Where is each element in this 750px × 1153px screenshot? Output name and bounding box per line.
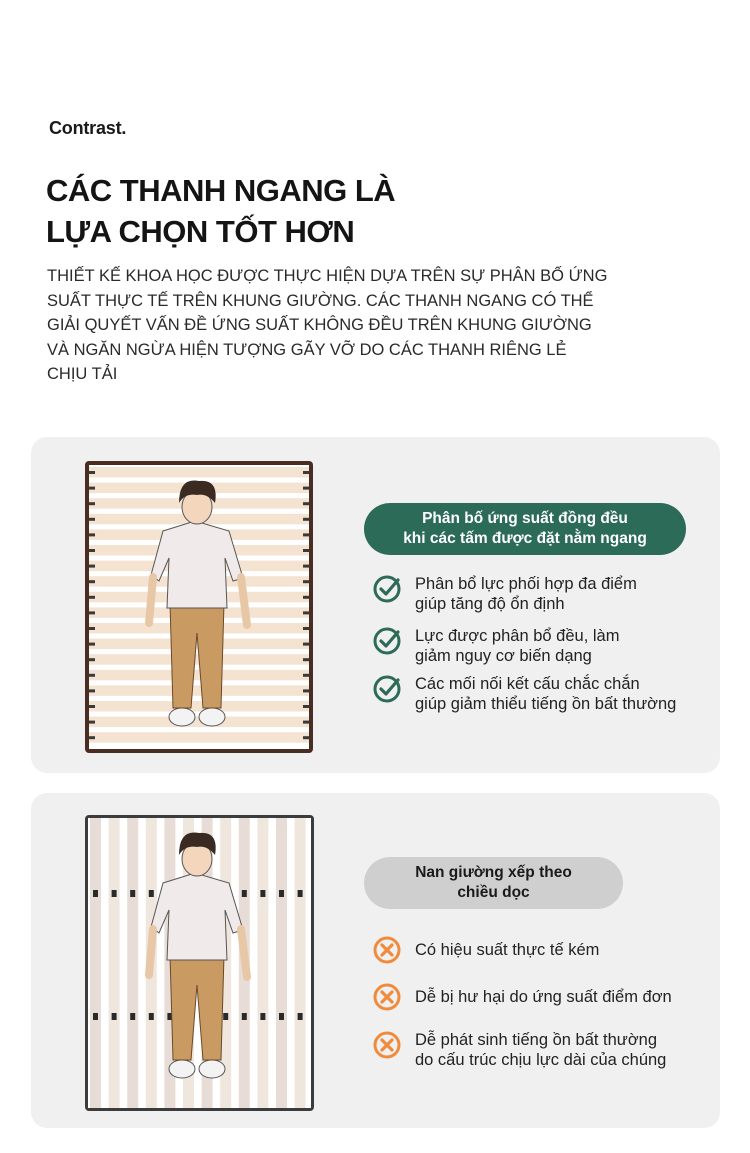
bad-item [372, 1030, 666, 1070]
slat-clip [303, 721, 309, 724]
slat-clip [89, 533, 95, 536]
horizontal-slats-card [31, 437, 720, 773]
slat-clip [242, 1013, 247, 1020]
slat-clip [303, 549, 309, 552]
title-line-2: LỰA CHỌN TỐT HƠN [46, 214, 355, 249]
good-item-line: giúp giảm thiểu tiếng ồn bất thường [415, 695, 677, 713]
person-shoe [199, 708, 225, 726]
bed-slat [127, 818, 138, 1108]
cross-circle-icon [372, 935, 402, 965]
good-item [372, 674, 676, 714]
good-pill-line-2: khi các tấm được đặt nằm ngang [403, 530, 647, 547]
person-arm [149, 577, 153, 623]
good-item-line: Các mối nối kết cấu chắc chắn [415, 675, 640, 693]
check-circle-icon [372, 574, 402, 604]
slat-clip [89, 596, 95, 599]
slat-clip [89, 565, 95, 568]
good-pill-line-1: Phân bố ứng suất đồng đều [422, 510, 628, 527]
slat-clip [89, 674, 95, 677]
bed-slat [257, 818, 268, 1108]
slat-clip [303, 596, 309, 599]
bed-slat [89, 732, 309, 743]
slat-clip [112, 890, 117, 897]
slat-clip [89, 658, 95, 661]
slat-clip [89, 721, 95, 724]
slat-clip [93, 890, 98, 897]
slat-clip [303, 674, 309, 677]
cross-circle-icon [372, 982, 402, 1012]
slat-clip [89, 549, 95, 552]
cross-circle-icon [372, 1030, 402, 1060]
bed-slat [295, 818, 306, 1108]
title-line-1: CÁC THANH NGANG LÀ [46, 173, 396, 208]
slat-clip [89, 502, 95, 505]
bad-feature-pill [364, 857, 623, 909]
good-feature-pill [364, 503, 686, 555]
bad-item-line: do cấu trúc chịu lực dài của chúng [415, 1051, 667, 1069]
slat-clip [298, 890, 303, 897]
bed-slat [89, 685, 309, 696]
vertical-slat-bed-graphic [85, 815, 314, 1111]
slat-clip [303, 565, 309, 568]
good-item [372, 626, 619, 666]
slat-clip [303, 627, 309, 630]
slat-clip [89, 611, 95, 614]
slat-clip [303, 502, 309, 505]
person-shoe [199, 1060, 225, 1078]
description-line: CHỊU TẢI [47, 365, 118, 383]
slat-clip [303, 705, 309, 708]
vertical-slats-card [31, 793, 720, 1128]
slat-clip [303, 471, 309, 474]
description-line: VÀ NGĂN NGỪA HIỆN TƯỢNG GÃY VỠ DO CÁC THANH RIÊNG LẺ [47, 340, 567, 359]
slat-clip [303, 580, 309, 583]
brand-logo: Contrast. [49, 118, 127, 138]
slat-clip [149, 890, 154, 897]
slat-clip [260, 890, 265, 897]
bad-item [372, 982, 672, 1012]
bed-slat [89, 701, 309, 712]
slat-clip [298, 1013, 303, 1020]
description-line: GIẢI QUYẾT VẤN ĐỀ ỨNG SUẤT KHÔNG ĐỀU TRÊN KHUNG GIƯỜNG [47, 316, 592, 334]
slat-clip [89, 736, 95, 739]
slat-clip [279, 890, 284, 897]
slat-clip [112, 1013, 117, 1020]
slat-clip [89, 705, 95, 708]
bed-slat [276, 818, 287, 1108]
page-title [46, 170, 395, 252]
good-item-line: Lực được phân bổ đều, làm [415, 627, 620, 645]
check-circle-icon [372, 626, 402, 656]
horizontal-slat-bed-illustration [85, 461, 313, 753]
slat-clip [223, 1013, 228, 1020]
good-item-line: giúp tăng độ ổn định [415, 595, 565, 613]
slat-clip [149, 1013, 154, 1020]
slat-clip [89, 471, 95, 474]
slat-clip [89, 487, 95, 490]
slat-clip [242, 890, 247, 897]
bed-slat [89, 467, 309, 478]
bad-pill-line-1: Nan giường xếp theo [415, 864, 572, 881]
description [47, 264, 687, 387]
good-item-line: Phân bổ lực phối hợp đa điểm [415, 575, 637, 593]
slat-clip [303, 689, 309, 692]
slat-clip [303, 487, 309, 490]
slat-clip [93, 1013, 98, 1020]
slat-clip [303, 611, 309, 614]
slat-clip [303, 658, 309, 661]
bad-pill-line-2: chiều dọc [457, 884, 530, 901]
slat-clip [303, 533, 309, 536]
slat-clip [303, 643, 309, 646]
slat-clip [89, 627, 95, 630]
check-circle-icon [372, 674, 402, 704]
slat-clip [89, 643, 95, 646]
slat-clip [303, 518, 309, 521]
bed-slat [90, 818, 101, 1108]
slat-clip [303, 736, 309, 739]
slat-clip [279, 1013, 284, 1020]
bad-item [372, 935, 599, 965]
bed-slat [109, 818, 120, 1108]
description-line: THIẾT KẾ KHOA HỌC ĐƯỢC THỰC HIỆN DỰA TRÊN SỰ PHÂN BỐ ỨNG [47, 267, 608, 285]
bad-item-line: Dễ bị hư hại do ứng suất điểm đơn [415, 988, 672, 1006]
slat-clip [130, 890, 135, 897]
good-item-line: giảm nguy cơ biến dạng [415, 647, 592, 665]
slat-clip [89, 580, 95, 583]
person-shoe [169, 1060, 195, 1078]
person-shoe [169, 708, 195, 726]
slat-clip [130, 1013, 135, 1020]
bad-item-line: Có hiệu suất thực tế kém [415, 941, 600, 959]
horizontal-slat-bed-graphic [85, 461, 313, 753]
bed-slat [89, 670, 309, 681]
slat-clip [260, 1013, 265, 1020]
vertical-slat-bed-illustration [85, 815, 314, 1111]
slat-clip [89, 518, 95, 521]
bad-item-line: Dễ phát sinh tiếng ồn bất thường [415, 1031, 658, 1049]
person-arm [149, 929, 153, 975]
slat-clip [89, 689, 95, 692]
good-item [372, 574, 637, 614]
description-line: SUẤT THỰC TẾ TRÊN KHUNG GIƯỜNG. CÁC THANH NGANG CÓ THỂ [47, 291, 594, 310]
